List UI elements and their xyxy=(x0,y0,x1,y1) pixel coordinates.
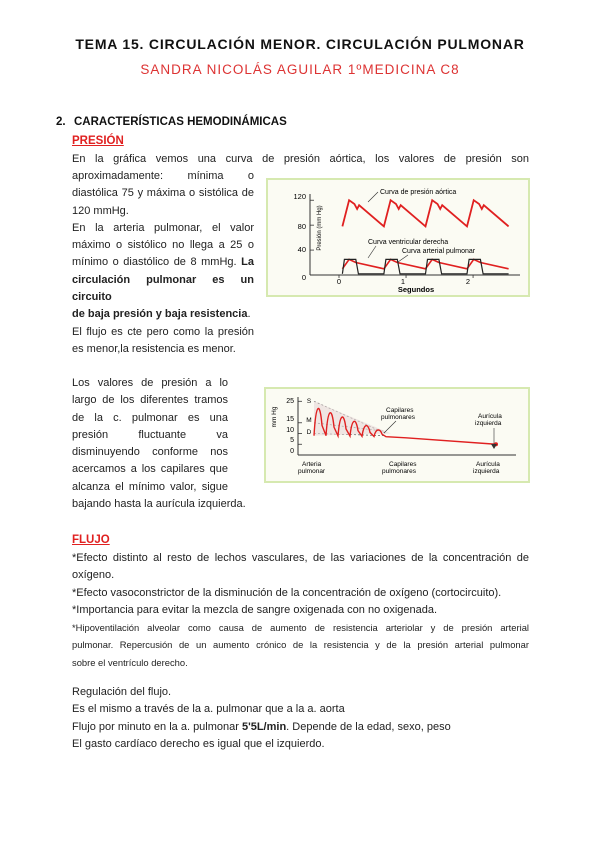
document-title: TEMA 15. CIRCULACIÓN MENOR. CIRCULACIÓN PULMONAR xyxy=(75,36,525,52)
flujo-item: oxígeno. xyxy=(72,569,115,582)
category-auricula-line2: izquierda xyxy=(473,468,500,475)
x-tick-label: 1 xyxy=(400,277,406,286)
tramos-line: presión fluctuante va xyxy=(72,428,228,441)
section-title: CARACTERÍSTICAS HEMODINÁMICAS xyxy=(74,116,287,128)
flujo-item: *Efecto distinto al resto de lechos vasculares, de las variaciones de la concentración de xyxy=(72,552,529,564)
y-axis-label: Presión (mm Hg) xyxy=(317,205,323,251)
category-capilares-line1: Capilares xyxy=(389,461,417,468)
bold-line: circulación pulmonar es un circuito xyxy=(72,273,254,304)
presion-heading: PRESIÓN xyxy=(72,135,124,147)
bold-line-wrap xyxy=(72,306,254,323)
regulacion-text: . Depende de la edad, sexo, peso xyxy=(286,720,451,733)
section-number: 2. xyxy=(56,116,66,128)
annotation-pointer xyxy=(398,255,408,262)
regulacion-line: Regulación del flujo. xyxy=(72,686,172,698)
annotation-pointer xyxy=(368,246,376,258)
y-tick-label: 25 xyxy=(286,398,294,405)
y-tick-label: 80 xyxy=(297,222,306,231)
presion-line: mínimo o diastólico de 8 mmHg. xyxy=(72,256,237,269)
tramos-line: bajando hasta la aurícula izquierda. xyxy=(72,498,246,511)
regulacion-line: Es el mismo a través de la a. pulmonar que a la a. aorta xyxy=(72,703,345,716)
x-tick-label: 2 xyxy=(465,277,471,286)
series-line-pulmonary xyxy=(342,259,508,268)
category-arteria-line1: Arteria xyxy=(302,461,322,468)
pulmonary-pressure-svg xyxy=(266,389,528,481)
annotation-auricula-line2: izquierda xyxy=(475,420,502,427)
presion-line: es menor,la resistencia es menor. xyxy=(72,342,236,355)
flujo-small-line: *Hipoventilación alveolar como causa de aumento de resistencia arteriolar y de presión arterial xyxy=(72,622,529,634)
tramos-text-block xyxy=(72,375,246,513)
category-auricula-line1: Aurícula xyxy=(476,461,500,468)
presion-line: 120 mmHg. xyxy=(72,204,129,217)
flujo-item: *Importancia para evitar la mezcla de sangre oxigenada con no oxigenada. xyxy=(72,603,438,616)
annotation-pointer xyxy=(368,192,378,202)
regulacion-block xyxy=(72,684,532,753)
category-capilares-line2: pulmonares xyxy=(382,468,416,475)
y-tick-label: 5 xyxy=(290,437,294,444)
tramos-line: Los valores de presión a lo xyxy=(72,377,228,389)
presion-line-with-bold xyxy=(72,254,254,271)
pressure-curves-chart xyxy=(266,178,530,297)
regulacion-text: Flujo por minuto en la a. pulmonar xyxy=(72,720,242,733)
presion-intro: En la gráfica vemos una curva de presión aórtica, los valores de presión son xyxy=(72,153,529,165)
bold-text: La xyxy=(241,256,254,269)
tramos-line: disminuyendo conforme nos xyxy=(72,446,228,459)
flujo-block xyxy=(72,550,529,671)
regulacion-line: El gasto cardíaco derecho es igual que el izquierdo. xyxy=(72,737,325,750)
flujo-small-line: sobre el ventrículo derecho. xyxy=(72,656,188,668)
y-tick-label: 15 xyxy=(286,416,294,423)
presion-line: máximo o sistólico no llega a 25 o xyxy=(72,239,254,252)
annotation-capilares-line1: Capilares xyxy=(386,407,414,414)
y-tick-label: 0 xyxy=(290,448,294,455)
y-marker-m: M xyxy=(306,417,312,424)
tramos-line: alcanza el mínimo valor, sigue xyxy=(72,480,228,493)
series-line-aortic xyxy=(342,200,508,226)
y-tick-label: 10 xyxy=(286,427,294,434)
presion-line: En la arteria pulmonar, el valor xyxy=(72,221,254,234)
flujo-item: *Efecto vasoconstrictor de la disminución de la concentración de oxígeno (cortocircuito). xyxy=(72,586,502,599)
bold-end: . xyxy=(247,308,251,321)
presion-line: El flujo es cte pero como la presión xyxy=(72,325,254,338)
y-marker-s: S xyxy=(306,398,312,405)
y-marker-d: D xyxy=(306,429,312,436)
flujo-small-line: pulmonar. Repercusión de un aumento crónico de la resistencia y de la presión arterial pulmonar xyxy=(72,639,529,651)
y-axis-label: mm Hg xyxy=(271,406,278,428)
annotation-capilares-line2: pulmonares xyxy=(381,414,415,421)
y-tick-label: 0 xyxy=(301,273,306,282)
presion-line: aproximadamente: mínima o xyxy=(72,170,254,182)
tramos-line: de la c. pulmonar es una xyxy=(72,411,228,424)
regulacion-line-flow xyxy=(72,719,532,736)
x-axis-label: Segundos xyxy=(397,285,435,294)
pulmonary-pressure-chart xyxy=(264,387,530,483)
section-heading xyxy=(56,116,287,128)
flujo-heading: FLUJO xyxy=(72,534,110,546)
bold-line: de baja presión y baja resistencia xyxy=(72,308,248,321)
x-tick-label: 0 xyxy=(336,277,342,286)
annotation-auricula-line1: Aurícula xyxy=(478,413,502,420)
y-tick-label: 120 xyxy=(293,192,306,201)
series-line-ventricular xyxy=(342,259,508,273)
pressure-curves-svg xyxy=(268,180,528,295)
flow-value: 5'5L/min xyxy=(241,720,287,733)
arrowhead xyxy=(491,444,497,449)
annotation-aortic: Curva de presión aórtica xyxy=(380,189,457,196)
category-arteria-line2: pulmonar xyxy=(298,468,326,475)
author-line: SANDRA NICOLÁS AGUILAR 1ºMEDICINA C8 xyxy=(140,62,460,77)
annotation-pa: Curva arterial pulmonar xyxy=(402,248,476,255)
tramos-line: largo de los diferentes tramos xyxy=(72,394,228,407)
annotation-pointer xyxy=(384,421,396,433)
presion-text-block xyxy=(72,168,254,358)
annotation-rv: Curva ventricular derecha xyxy=(368,239,449,246)
tramos-line: acercamos a los capilares que xyxy=(72,463,228,476)
y-tick-label: 40 xyxy=(297,245,306,254)
presion-line: diastólica 75 y máxima o sistólica de xyxy=(72,187,254,200)
